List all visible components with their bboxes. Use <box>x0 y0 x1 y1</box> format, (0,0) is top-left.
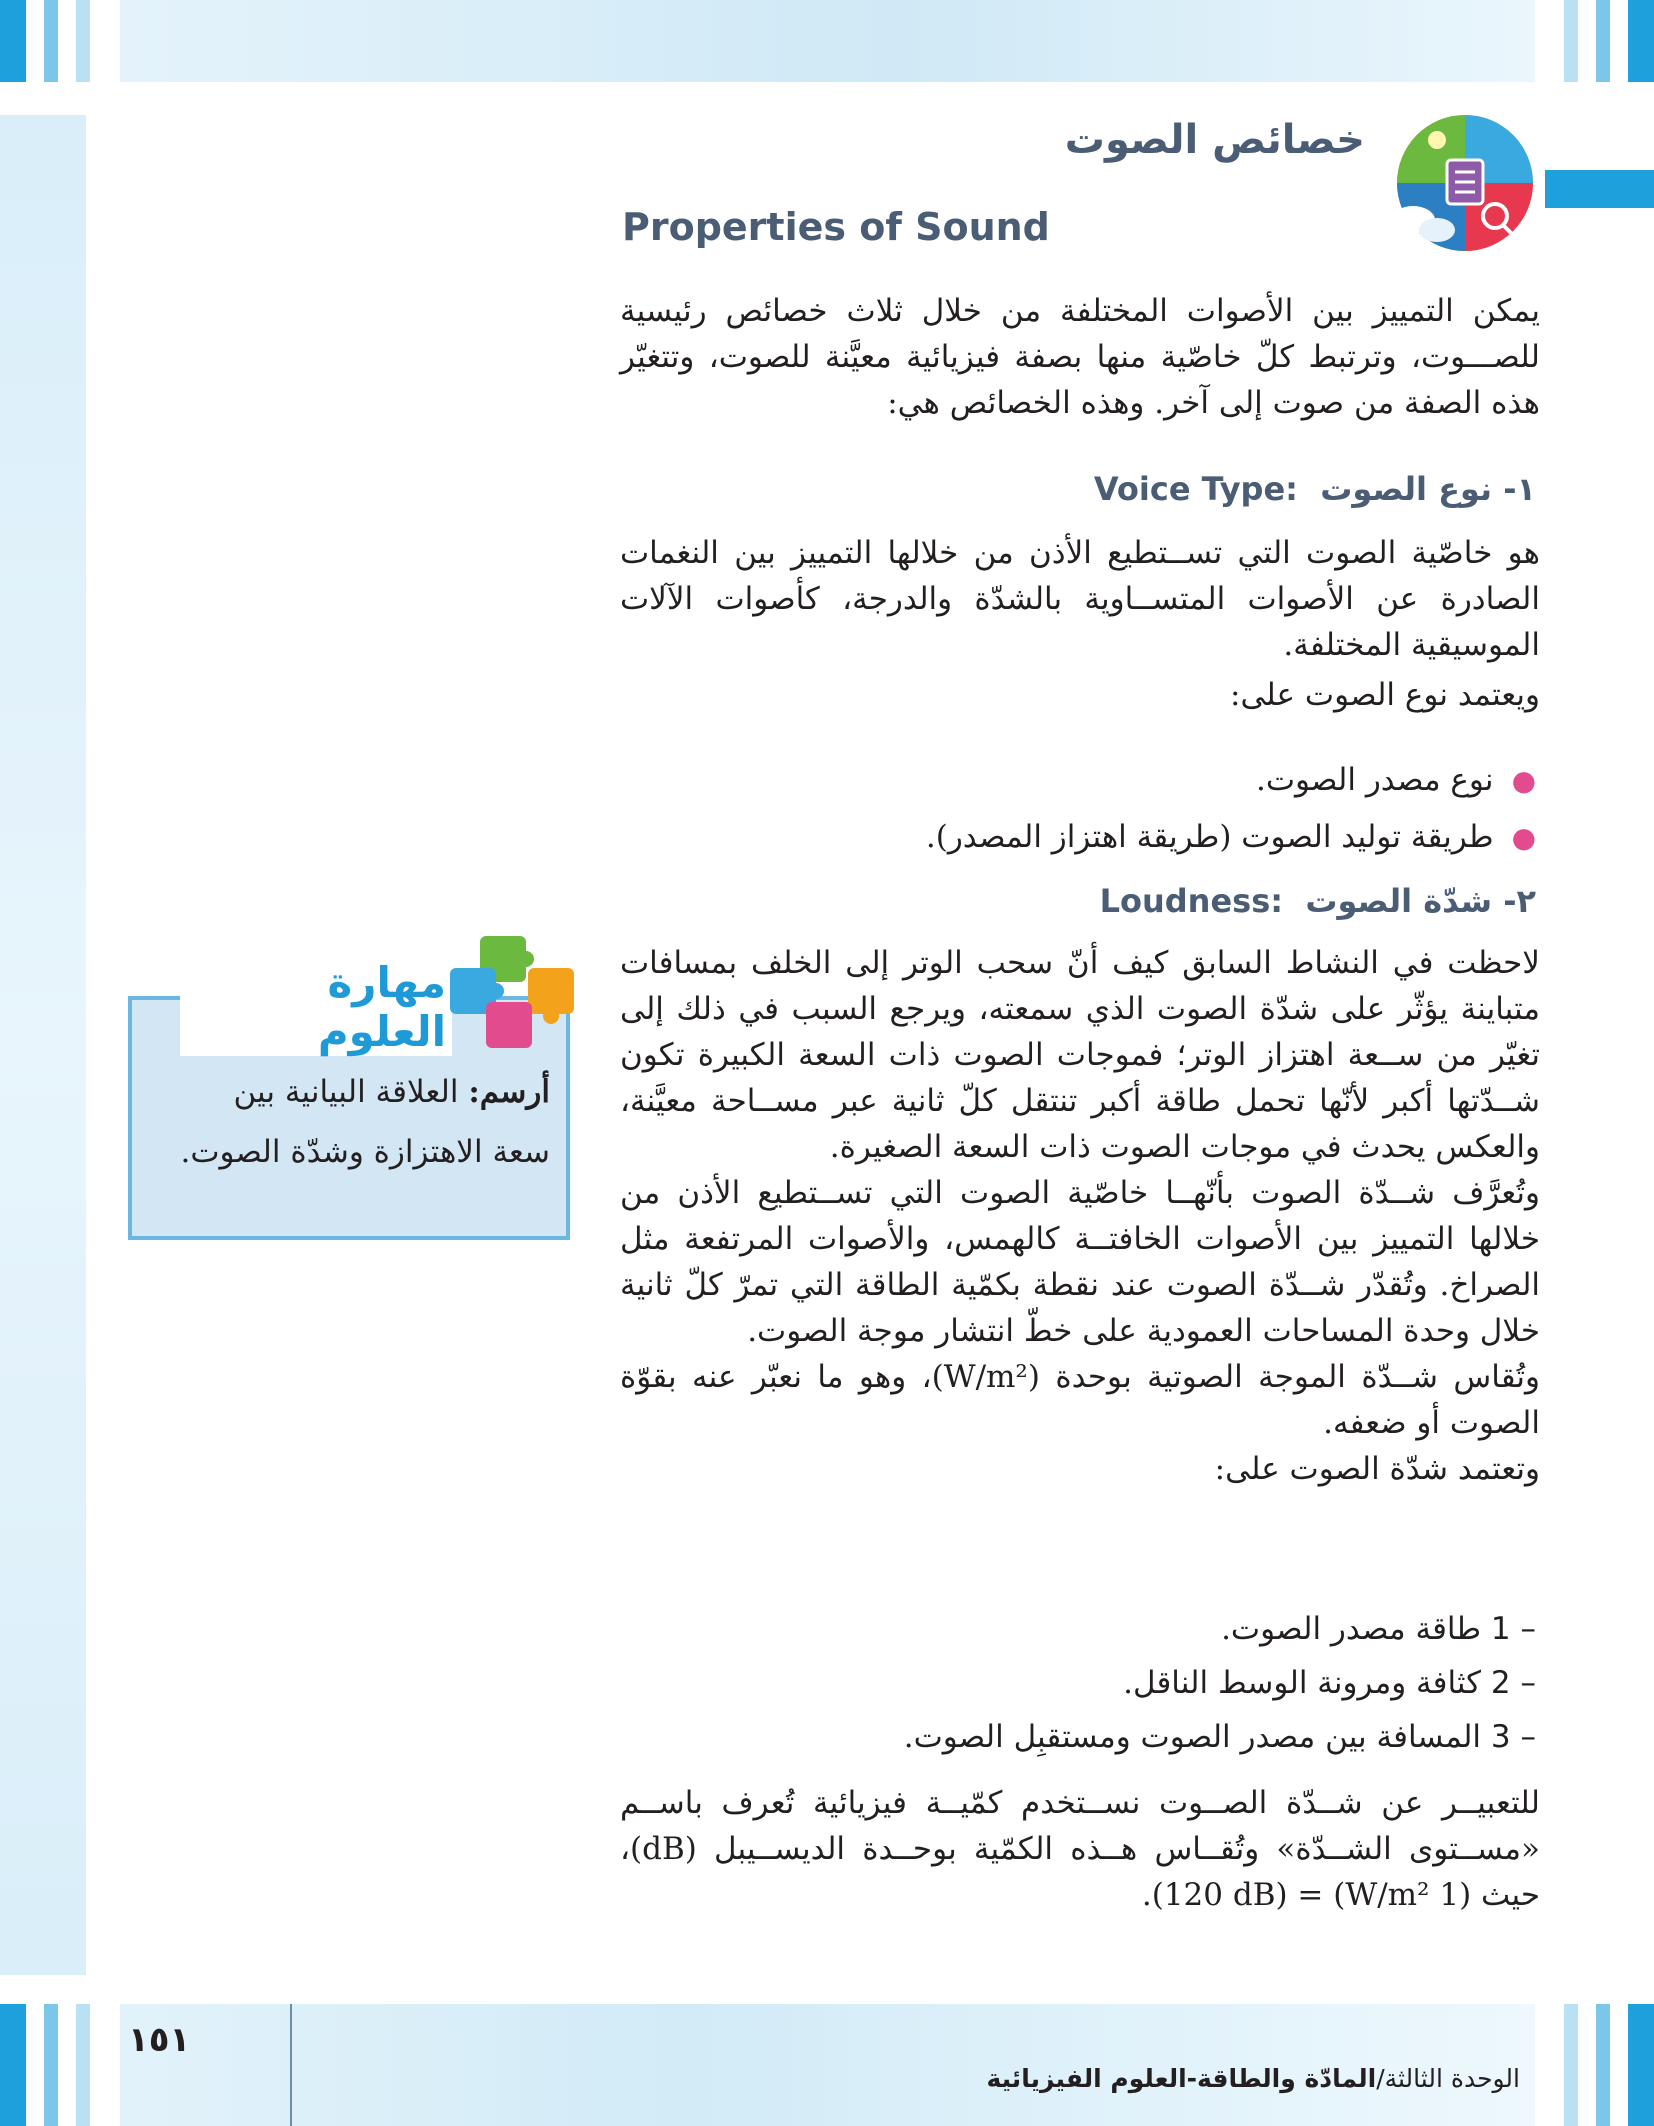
top-left-stripe-2 <box>44 0 58 82</box>
page-title-ar: خصائص الصوت <box>1064 117 1365 163</box>
section2-para2: وتُعرَّف شــدّة الصوت بأنّهــا خاصّية الصوت التي تســتطيع الأذن من خلالها التمييز بين الأصوات الخافتــة كالهمس، والأصوات المرتفعة مثل الصراخ. وتُقدّر شــدّة الصوت عند نقطة بكمّية الطاقة التي تمرّ كلّ ثانية خلال وحدة المساحات العمودية على خطّ انتشار موجة الصوت. <box>620 1175 1540 1349</box>
section2-number: ٢- <box>1503 882 1536 920</box>
skill-box-label: أرسم: <box>468 1074 550 1110</box>
bottom-left-stripe <box>0 2004 26 2126</box>
footer-unit: الوحدة الثالثة/ <box>1376 2064 1520 2093</box>
footer-unit-label <box>900 2064 1520 2093</box>
section2-para4: للتعبيــر عن شــدّة الصــوت نســتخدم كمّيــة فيزيائية تُعرف باســم «مســتوى الشــدّة» وتُقــاس هــذه الكمّية بوحــدة الديســيبل (dB)، حيث (1 W/m²) = (120 dB). <box>620 1785 1540 1913</box>
top-right-stripe-3 <box>1564 0 1578 82</box>
skill-box-title: مهارة العلوم <box>180 958 452 1056</box>
list-item: ●طريقة توليد الصوت (طريقة اهتزاز المصدر). <box>925 819 1536 855</box>
list-item: 3 – المسافة بين مصدر الصوت ومستقبِل الصوت. <box>903 1719 1536 1755</box>
section1-number: ١- <box>1503 470 1536 508</box>
section2-list <box>904 1602 1536 1764</box>
top-right-stripe-2 <box>1596 0 1610 82</box>
section1-title-ar: نوع الصوت <box>1320 470 1493 508</box>
section1-heading <box>1094 470 1536 508</box>
section2-title-ar: شدّة الصوت <box>1305 882 1493 920</box>
bullet-dot-icon: ● <box>1511 764 1536 797</box>
bottom-right-stripe <box>1628 2004 1654 2126</box>
section2-body <box>620 940 1540 1492</box>
top-right-stripe <box>1628 0 1654 82</box>
bottom-right-stripe-3 <box>1564 2004 1578 2126</box>
section1-depends: ويعتمد نوع الصوت على: <box>1230 677 1540 713</box>
section2-heading <box>1100 882 1536 920</box>
left-band <box>0 115 86 1975</box>
section1-bullets <box>926 752 1536 866</box>
top-left-stripe-3 <box>76 0 90 82</box>
section2-para1: لاحظت في النشاط السابق كيف أنّ سحب الوتر إلى الخلف بمسافات متباينة يؤثّر على شدّة الصوت الذي سمعته، ويرجع السبب في ذلك إلى تغيّر من ســعة اهتزاز الوتر؛ فموجات الصوت ذات السعة الكبيرة تكون شــدّتها أكبر لأنّها تحمل طاقة أكبر تنتقل كلّ ثانية عبر مســاحة معيَّنة، والعكس يحدث في موجات الصوت ذات السعة الصغيرة. <box>620 945 1540 1165</box>
list-item: 1 – طاقة مصدر الصوت. <box>1221 1611 1536 1647</box>
page-title-en: Properties of Sound <box>622 205 1050 249</box>
top-left-stripe <box>0 0 26 82</box>
list-item: 2 – كثافة ومرونة الوسط الناقل. <box>1123 1665 1536 1701</box>
skill-box-text: أرسم: العلاقة البيانية بين سعة الاهتزازة وشدّة الصوت. <box>180 1074 550 1170</box>
top-band <box>120 0 1535 82</box>
section1-paragraph: هو خاصّية الصوت التي تســتطيع الأذن من خلالها التمييز بين النغمات الصادرة عن الأصوات المتســاوية بالشدّة والدرجة، كأصوات الآلات الموسيقية المختلفة. ويعتمد نوع الصوت على: <box>620 530 1540 718</box>
section2-para3: وتُقاس شــدّة الموجة الصوتية بوحدة (W/m²)، وهو ما نعبّر عنه بقوّة الصوت أو ضعفه. <box>620 1359 1540 1441</box>
footer-subject: المادّة والطاقة-العلوم الفيزيائية <box>986 2064 1377 2093</box>
section2-title-en: Loudness: <box>1099 882 1284 920</box>
section1-title-en: Voice Type: <box>1093 470 1298 508</box>
page-number: ١٥١ <box>128 2020 191 2060</box>
lesson-icon <box>1385 108 1545 258</box>
bottom-left-stripe-2 <box>44 2004 58 2126</box>
bottom-right-stripe-2 <box>1596 2004 1610 2126</box>
bottom-left-stripe-3 <box>76 2004 90 2126</box>
footer-divider <box>290 2004 292 2126</box>
bullet-dot-icon: ● <box>1511 821 1536 854</box>
puzzle-icon <box>440 928 590 1058</box>
list-item: ●نوع مصدر الصوت. <box>1255 762 1536 798</box>
intro-paragraph: يمكن التمييز بين الأصوات المختلفة من خلال ثلاث خصائص رئيسية للصـــوت، وترتبط كلّ خاصّية منها بصفة فيزيائية معيَّنة للصوت، وتتغيّر هذه الصفة من صوت إلى آخر. وهذه الخصائص هي: <box>620 293 1540 421</box>
right-tab <box>1545 170 1654 208</box>
section2-depends: وتعتمد شدّة الصوت على: <box>1214 1451 1540 1487</box>
